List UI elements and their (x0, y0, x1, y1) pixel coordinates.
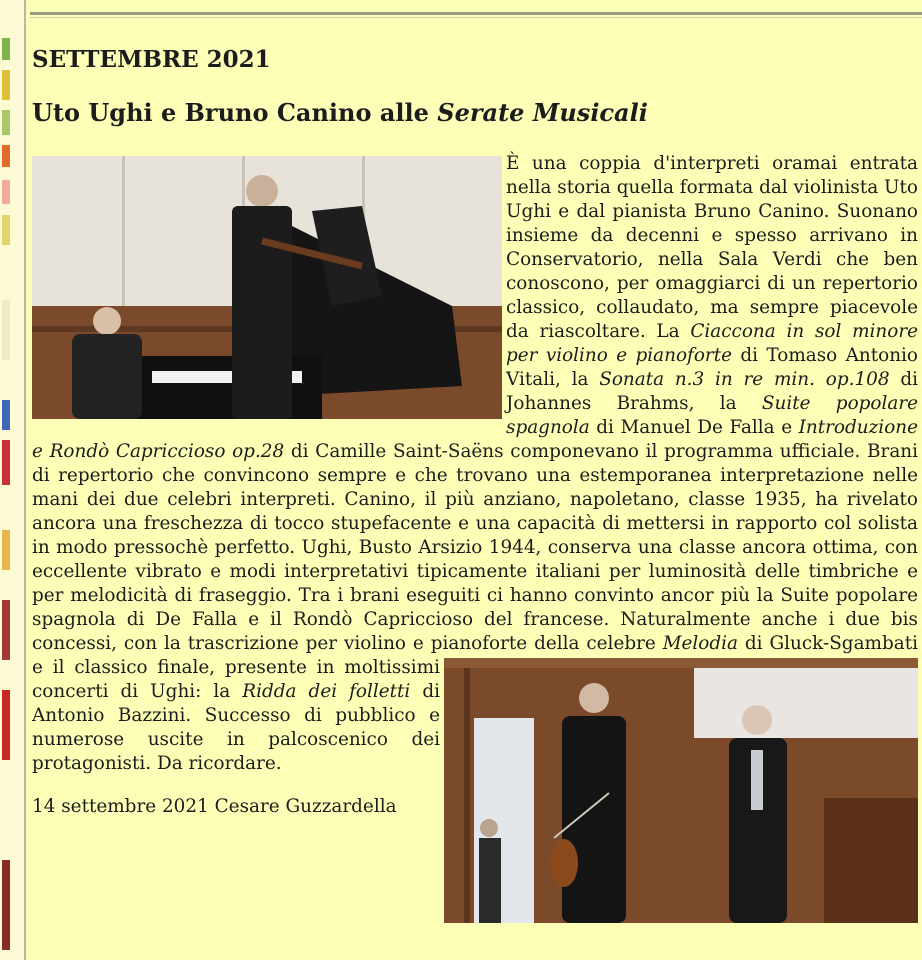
work-title: Ridda dei folletti (242, 681, 411, 702)
sidebar-tab[interactable] (2, 440, 10, 485)
work-title: Melodia (662, 633, 738, 654)
article-text-d: di Manuel De Falla e (589, 417, 799, 438)
article-body (32, 152, 918, 776)
sidebar-tab[interactable] (2, 180, 10, 204)
sidebar-tab[interactable] (2, 300, 10, 360)
article-text-a: È una coppia d'interpreti oramai entrata nella storia quella formata dal violinista Uto Ughi e dal pianista Bruno Canino. Suonano insieme da decenni e spesso arrivano in Conservatorio, nella Sala Verdi che ben conoscono, per omaggiarci di un repertorio classico, collaudato, ma sempre piacevole da riascoltare. La (506, 153, 918, 342)
title-text: Uto Ughi e Bruno Canino alle (32, 98, 438, 127)
work-title: Ciaccona in sol minore per violino e pianoforte (506, 321, 918, 366)
article-byline: 14 settembre 2021 Cesare Guzzardella (32, 796, 397, 817)
article-content (32, 20, 918, 927)
work-title: Sonata n.3 in re min. op.108 (599, 369, 890, 390)
concert-photo-performance (32, 156, 502, 419)
sidebar-tab[interactable] (2, 600, 10, 660)
sidebar-tab[interactable] (2, 690, 10, 760)
left-sidebar (0, 0, 26, 960)
sidebar-tab[interactable] (2, 38, 10, 60)
top-rule (30, 12, 922, 15)
sidebar-tab[interactable] (2, 215, 10, 245)
article-text-g: di Antonio Bazzini. Successo di pubblico e numerose uscite in palcoscenico dei protagonisti. Da ricordare. (32, 681, 440, 774)
sidebar-tab[interactable] (2, 110, 10, 135)
sidebar-tab[interactable] (2, 530, 10, 570)
concert-photo-bow (444, 658, 918, 923)
article-text-e: di Camille Saint-Saëns componevano il programma ufficiale. Brani di repertorio che convincono sempre e che trovano una estemporanea interpretazione nelle mani dei due celebri interpreti. Canino, il più anziano, napoletano, classe 1935, ha rivelato ancora una freschezza di tocco stupefacente e una capacità di mettersi in rapporto col solista in modo pressochè perfetto. Ughi, Busto Arsizio 1944, conserva una classe ancora ottima, con eccellente vibrato e modi interpretativi tipicamente italiani per luminosità delle timbriche e per melodicità di fraseggio. Tra i brani eseguiti ci hanno convinto ancor più la Suite popolare spagnola di De Falla e il Rondò Capriccioso del francese. Naturalmente anche i due bis concessi, con la trascrizione per violino e pianoforte della celebre (32, 441, 919, 654)
article-title (32, 98, 918, 128)
top-rule-thin (30, 17, 922, 18)
article-text-c: di Johannes Brahms, la (506, 369, 918, 414)
article-text-f: di Gluck-Sgambati e il classico finale, presente in moltissimi concerti di Ughi: la (32, 633, 918, 702)
title-italic: Serate Musicali (437, 98, 648, 127)
sidebar-tab[interactable] (2, 70, 10, 100)
sidebar-tab[interactable] (2, 860, 10, 950)
month-heading: SETTEMBRE 2021 (32, 46, 271, 73)
sidebar-tab[interactable] (2, 400, 10, 430)
work-title: Suite popolare spagnola (506, 393, 919, 438)
sidebar-tab[interactable] (2, 145, 10, 167)
work-title: Introduzione e Rondò Capriccioso op.28 (32, 417, 918, 462)
article-text-b: di Tomaso Antonio Vitali, la (506, 345, 918, 390)
